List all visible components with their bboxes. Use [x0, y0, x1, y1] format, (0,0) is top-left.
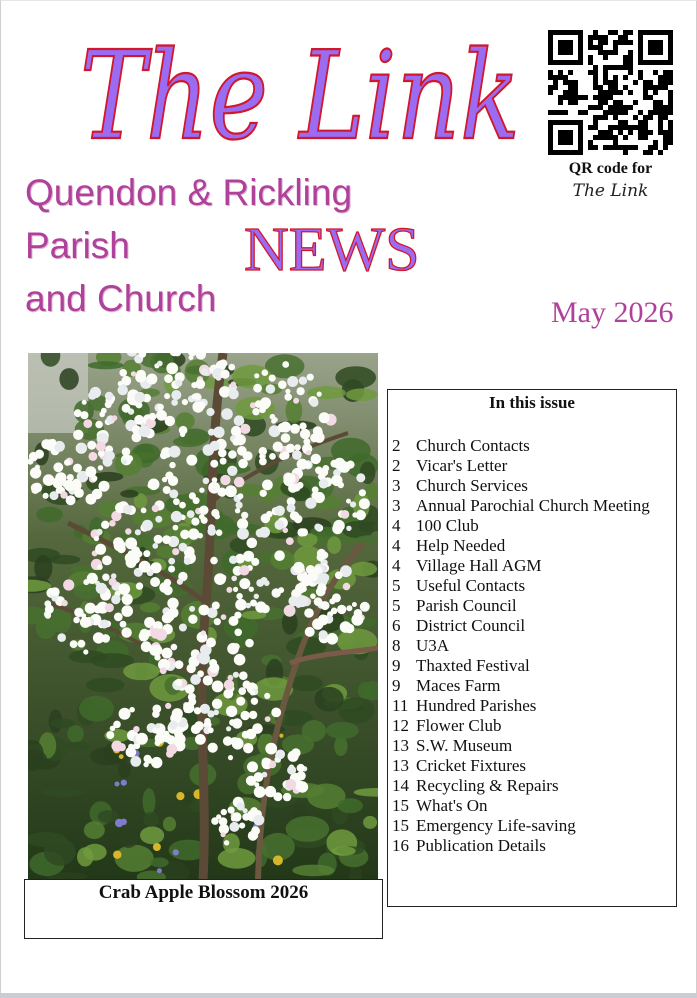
contents-item-page: 3: [392, 496, 401, 515]
contents-item-label: Cricket Fixtures: [416, 756, 527, 775]
masthead-title: [78, 10, 538, 167]
contents-item: [392, 496, 650, 516]
contents-item-page: 3: [392, 476, 401, 495]
contents-item-label: Village Hall AGM: [416, 556, 542, 575]
contents-item-page: 13: [392, 736, 409, 755]
contents-item-label: Hundred Parishes: [416, 696, 537, 715]
contents-item-page: 5: [392, 576, 401, 595]
contents-item-page: 4: [392, 556, 401, 575]
cover-photo: [28, 353, 378, 880]
contents-item-page: 15: [392, 796, 409, 815]
subtitle-line-2: Parish: [25, 225, 130, 266]
contents-item-label: What's On: [416, 796, 488, 815]
contents-item: [392, 656, 650, 676]
contents-item: [392, 676, 650, 696]
contents-item: [392, 476, 650, 496]
contents-item-label: Emergency Life-saving: [416, 816, 576, 835]
contents-item: [392, 516, 650, 536]
contents-item-label: Useful Contacts: [416, 576, 526, 595]
contents-item-label: Help Needed: [416, 536, 506, 555]
contents-item: [392, 616, 650, 636]
contents-item-page: 2: [392, 436, 401, 455]
photo-caption: Crab Apple Blossom 2026: [98, 882, 309, 903]
contents-item-page: 14: [392, 776, 409, 795]
contents-item-label: Vicar's Letter: [416, 456, 508, 475]
contents-item: [392, 736, 650, 756]
contents-item: [392, 696, 650, 716]
contents-item-label: S.W. Museum: [416, 736, 513, 755]
contents-item-page: 2: [392, 456, 401, 475]
contents-item-page: 8: [392, 636, 401, 655]
photo-caption-box: [24, 879, 383, 939]
qr-code: [548, 30, 673, 155]
contents-item: [392, 756, 650, 776]
contents-item: [392, 596, 650, 616]
contents-item-page: 4: [392, 516, 401, 535]
qr-caption: QR code for: [568, 160, 653, 177]
contents-box: [387, 389, 677, 907]
contents-item: [392, 796, 650, 816]
contents-item-label: 100 Club: [416, 516, 479, 535]
subtitle-line-1: Quendon & Rickling: [25, 172, 353, 213]
contents-item-page: 6: [392, 616, 401, 635]
contents-item-page: 4: [392, 536, 401, 555]
contents-item-page: 15: [392, 816, 409, 835]
contents-item-label: Annual Parochial Church Meeting: [416, 496, 650, 515]
contents-item-page: 9: [392, 676, 401, 695]
contents-item-page: 16: [392, 836, 409, 855]
contents-item-label: Church Contacts: [416, 436, 530, 455]
contents-item: [392, 536, 650, 556]
contents-title: In this issue: [489, 393, 575, 412]
contents-item-label: U3A: [416, 636, 450, 655]
contents-list: [392, 436, 650, 856]
issue-date: May 2026: [551, 296, 674, 329]
contents-item: [392, 836, 650, 856]
news-heading: NEWS: [244, 216, 420, 284]
contents-item-page: 9: [392, 656, 401, 675]
contents-item: [392, 816, 650, 836]
contents-item: [392, 576, 650, 596]
contents-item-label: Maces Farm: [416, 676, 501, 695]
contents-item-label: Recycling & Repairs: [416, 776, 559, 795]
contents-item: [392, 436, 650, 456]
qr-caption-script: The Link: [572, 181, 649, 201]
contents-item-label: Parish Council: [416, 596, 517, 615]
contents-item-page: 5: [392, 596, 401, 615]
contents-item-label: Publication Details: [416, 836, 546, 855]
contents-item-page: 13: [392, 756, 409, 775]
contents-item-page: 12: [392, 716, 409, 735]
contents-item: [392, 776, 650, 796]
contents-item-label: Church Services: [416, 476, 528, 495]
contents-item-label: Thaxted Festival: [416, 656, 530, 675]
subtitle-line-3: and Church: [25, 278, 217, 319]
contents-item: [392, 716, 650, 736]
contents-item: [392, 556, 650, 576]
masthead-title-text: The Link: [80, 25, 520, 167]
horizontal-scrollbar[interactable]: [0, 993, 697, 998]
contents-item: [392, 636, 650, 656]
contents-item-page: 11: [392, 696, 409, 715]
contents-item-label: Flower Club: [416, 716, 502, 735]
contents-item-label: District Council: [416, 616, 526, 635]
contents-item: [392, 456, 650, 476]
